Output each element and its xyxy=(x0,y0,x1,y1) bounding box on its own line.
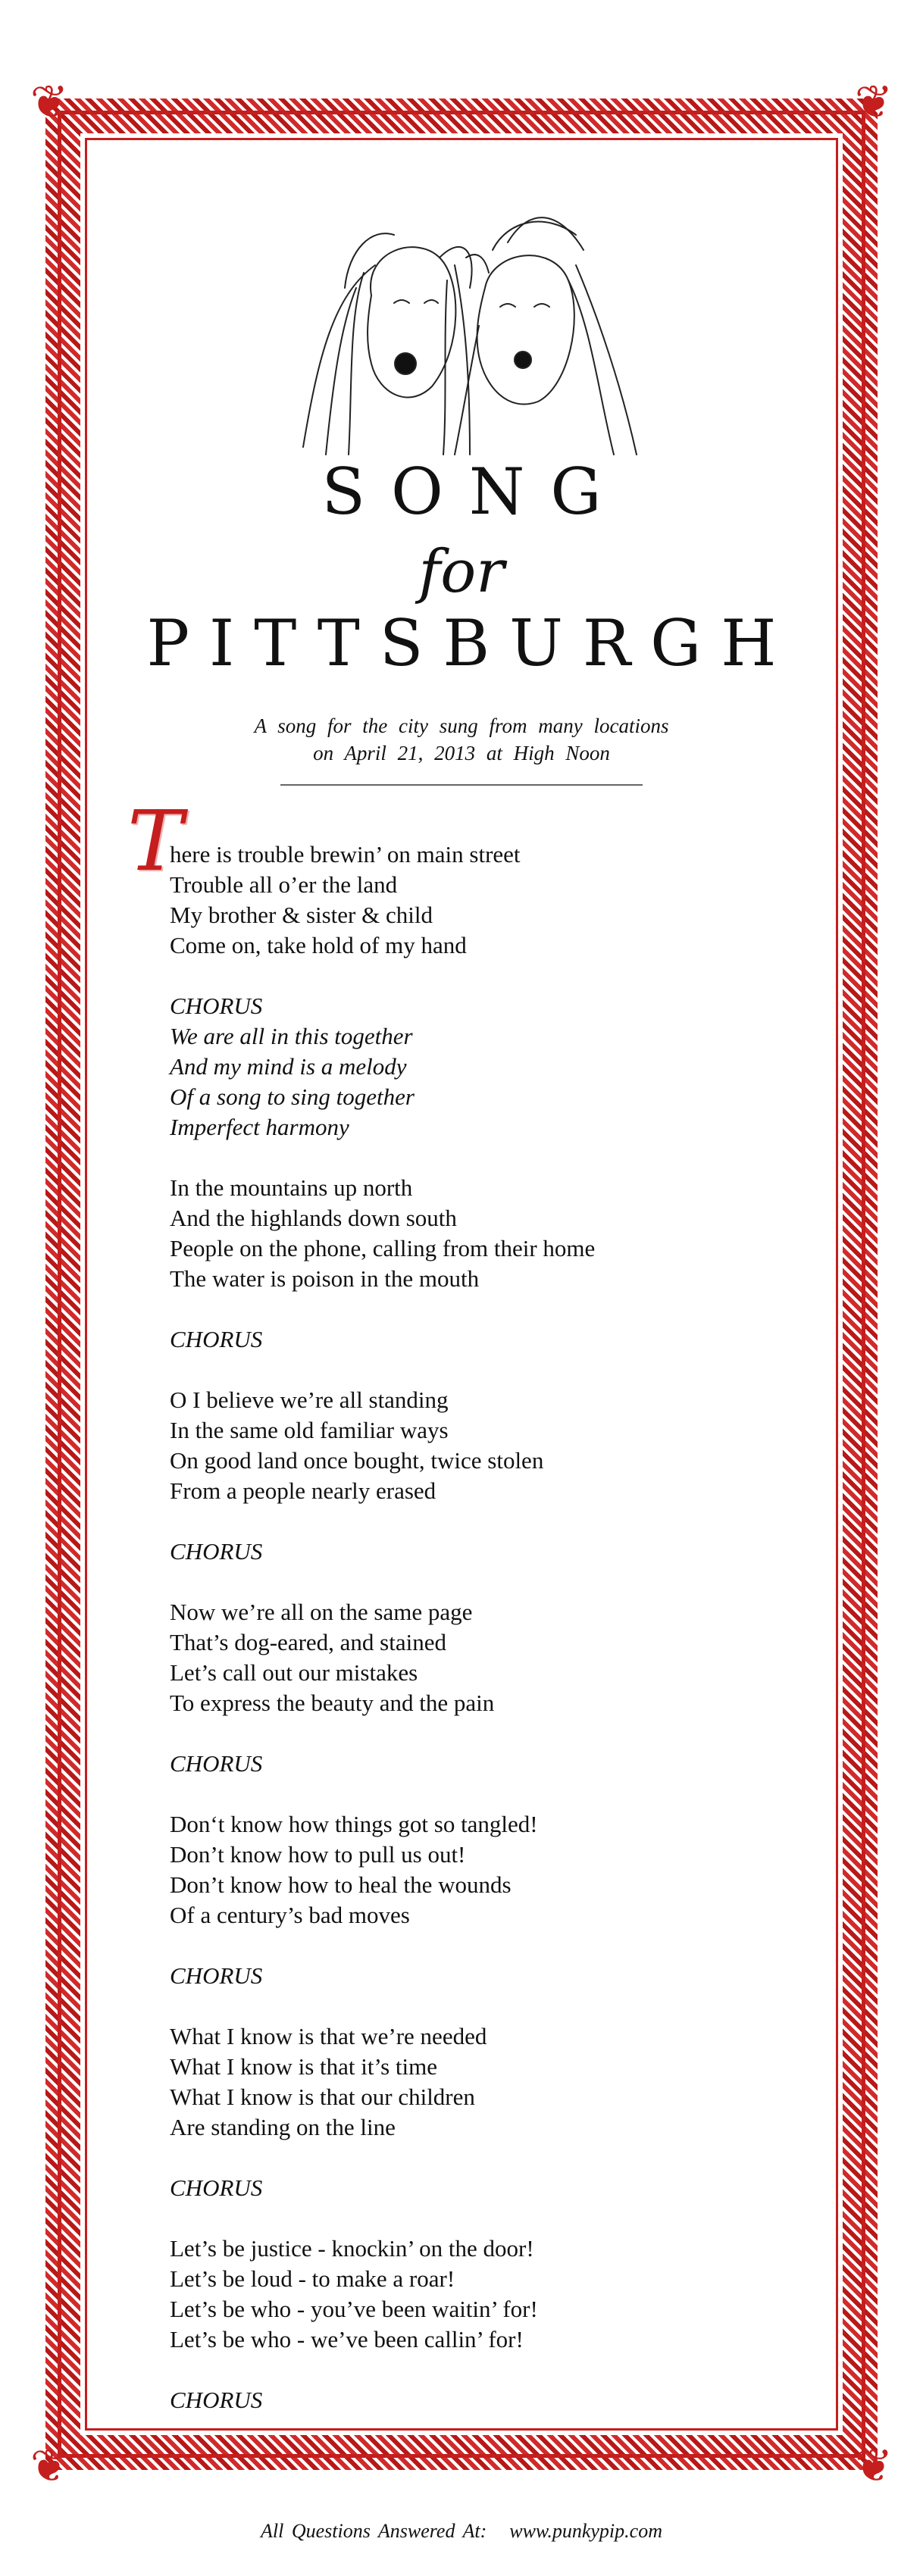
stanza-2 xyxy=(170,1173,821,1294)
lyric-line: Of a century’s bad moves xyxy=(170,1902,410,1928)
lyric-line: That’s dog-eared, and stained xyxy=(170,1629,446,1655)
footer-label: All Questions Answered At: xyxy=(261,2520,487,2542)
footer-url-link[interactable]: www.punkypip.com xyxy=(509,2520,662,2542)
chorus-label: CHORUS xyxy=(170,1962,263,1989)
chorus-label: CHORUS xyxy=(170,1326,263,1352)
lyric-line: Trouble all o’er the land xyxy=(170,871,398,898)
chorus-line: We are all in this together xyxy=(170,1023,413,1049)
dropcap-letter: T xyxy=(127,792,183,889)
stanza-5 xyxy=(170,1809,821,1930)
lyric-line: And the highlands down south xyxy=(170,1205,457,1231)
lyric-line: My brother & sister & child xyxy=(170,902,433,928)
lyric-line: Let’s be who - you’ve been waitin’ for! xyxy=(170,2296,538,2322)
subtitle xyxy=(0,712,923,767)
lyric-line: What I know is that we’re needed xyxy=(170,2023,487,2049)
lyrics xyxy=(170,839,821,2415)
subtitle-line-1: A song for the city sung from many locations xyxy=(254,714,669,737)
lyric-line: In the mountains up north xyxy=(170,1174,413,1201)
corner-ornament-icon: ❦ xyxy=(30,2440,69,2493)
lyric-line: What I know is that it’s time xyxy=(170,2053,438,2080)
chorus-label: CHORUS xyxy=(170,993,263,1019)
singers-sketch-illustration xyxy=(280,205,644,462)
corner-ornament-icon: ❦ xyxy=(854,2440,893,2493)
lyric-line: In the same old familiar ways xyxy=(170,1417,449,1443)
divider-rule xyxy=(280,784,643,786)
chorus-line: And my mind is a melody xyxy=(170,1053,407,1080)
title-for: for xyxy=(418,538,505,606)
lyric-line: People on the phone, calling from their home xyxy=(170,1235,596,1261)
stanza-1 xyxy=(170,839,821,961)
chorus-label: CHORUS xyxy=(170,1750,263,1777)
subtitle-line-2: on April 21, 2013 at High Noon xyxy=(313,742,610,764)
stanza-4 xyxy=(170,1597,821,1718)
lyric-line: Let’s call out our mistakes xyxy=(170,1659,418,1686)
footer xyxy=(0,2520,923,2543)
chorus-label: CHORUS xyxy=(170,2174,263,2201)
lyric-line: Are standing on the line xyxy=(170,2114,396,2140)
lyric-line: What I know is that our children xyxy=(170,2084,475,2110)
lyric-line: Let’s be justice - knockin’ on the door! xyxy=(170,2235,534,2262)
stanza-7 xyxy=(170,2234,821,2355)
lyric-line: Don‘t know how things got so tangled! xyxy=(170,1811,538,1837)
lyric-line: From a people nearly erased xyxy=(170,1477,436,1504)
lyric-line: The water is poison in the mouth xyxy=(170,1265,480,1292)
lyric-line: Come on, take hold of my hand xyxy=(170,932,467,958)
lyric-line: here is trouble brewin’ on main street xyxy=(170,841,521,868)
lyric-line: Let’s be who - we’ve been callin’ for! xyxy=(170,2326,524,2352)
chorus-line: Of a song to sing together xyxy=(170,1083,415,1110)
lyric-line: Don’t know how to heal the wounds xyxy=(170,1871,512,1898)
title-pittsburgh: PITTSBURGH xyxy=(146,606,796,680)
lyric-line: Now we’re all on the same page xyxy=(170,1599,473,1625)
stanza-6 xyxy=(170,2021,821,2143)
chorus-block xyxy=(170,991,821,1143)
title-song: SONG xyxy=(321,455,627,529)
lyric-line: O I believe we’re all standing xyxy=(170,1386,449,1413)
chorus-label: CHORUS xyxy=(170,1538,263,1565)
chorus-label: CHORUS xyxy=(170,2387,263,2413)
lyric-line: On good land once bought, twice stolen xyxy=(170,1447,544,1474)
stanza-3 xyxy=(170,1385,821,1506)
lyric-line: To express the beauty and the pain xyxy=(170,1690,495,1716)
corner-ornament-icon: ❦ xyxy=(854,76,893,129)
lyric-line: Don’t know how to pull us out! xyxy=(170,1841,466,1868)
lyric-line: Let’s be loud - to make a roar! xyxy=(170,2265,455,2292)
chorus-line: Imperfect harmony xyxy=(170,1114,349,1140)
corner-ornament-icon: ❦ xyxy=(30,76,69,129)
